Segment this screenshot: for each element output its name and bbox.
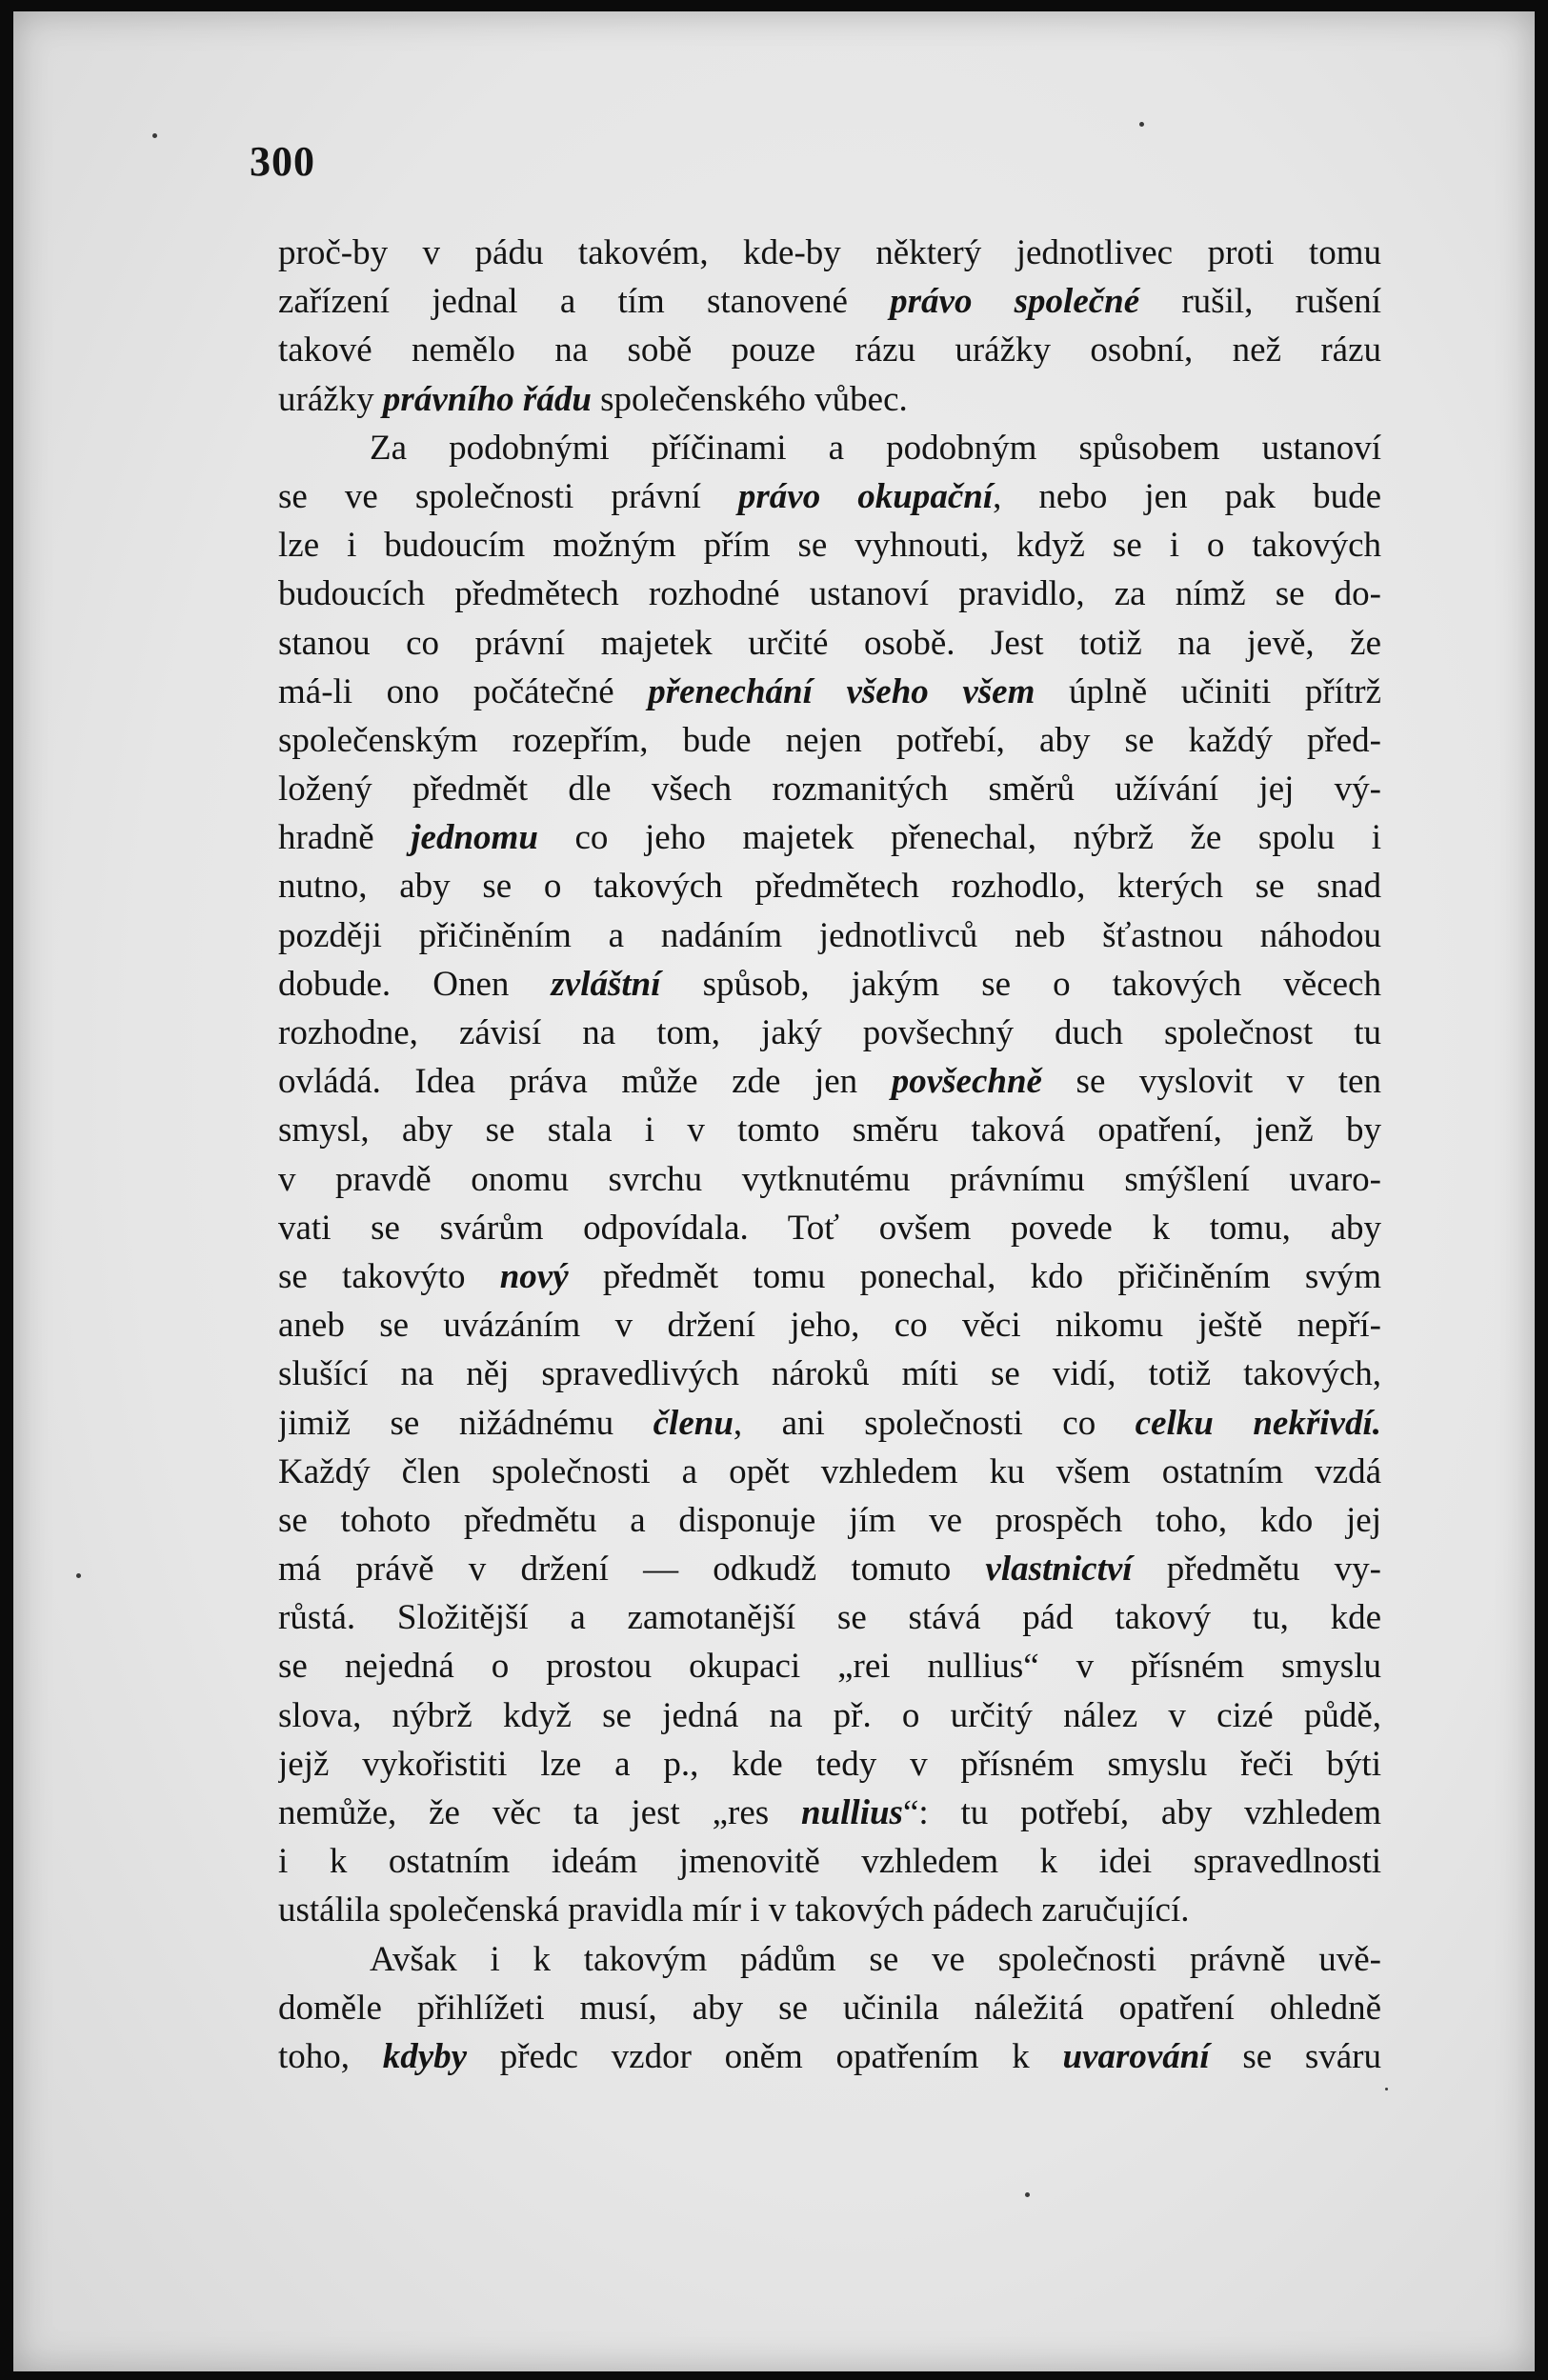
text-run: se ve společnosti právní bbox=[278, 476, 738, 516]
text-line bbox=[278, 1935, 1381, 1984]
text-run: aneb se uvázáním v držení jeho, co věci nikomu ještě nepří- bbox=[278, 1306, 1381, 1346]
text-line bbox=[278, 619, 1381, 668]
text-line bbox=[278, 1642, 1381, 1690]
text-run: společenským rozepřím, bude nejen potřebí, aby se každý před- bbox=[278, 720, 1381, 760]
text-run: Avšak i k takovým pádům se ve společnosti právně uvě- bbox=[370, 1939, 1381, 1979]
text-line bbox=[278, 229, 1381, 277]
text-run: , ani společnosti co bbox=[733, 1403, 1136, 1443]
text-run: v pravdě onomu svrchu vytknutému právnímu smýšlení uvaro- bbox=[278, 1159, 1381, 1199]
text-run: slova, nýbrž když se jedná na př. o určitý nález v cizé půdě, bbox=[278, 1695, 1381, 1735]
text-run: toho, bbox=[278, 2036, 383, 2076]
text-run: jejž vykořistiti lze a p., kde tedy v přísném smyslu řeči býti bbox=[278, 1744, 1381, 1784]
text-line bbox=[278, 1252, 1381, 1301]
text-run: vati se svárům odpovídala. Toť ovšem povede k tomu, aby bbox=[278, 1208, 1381, 1248]
text-line bbox=[278, 326, 1381, 374]
text-run: i k ostatním ideám jmenovitě vzhledem k idei spravedlnosti bbox=[278, 1842, 1381, 1882]
text-line bbox=[278, 1301, 1381, 1350]
text-line bbox=[278, 911, 1381, 960]
text-run: jimiž se nižádnému bbox=[278, 1403, 653, 1443]
text-line bbox=[278, 1496, 1381, 1545]
emphasized-text: celku nekřivdí. bbox=[1135, 1403, 1381, 1443]
text-run: stanou co právní majetek určité osobě. Jest totiž na jevě, že bbox=[278, 623, 1381, 663]
emphasized-text: povšechně bbox=[891, 1062, 1042, 1102]
text-run: ovládá. Idea práva může zde jen bbox=[278, 1062, 892, 1102]
emphasized-text: právo okupační bbox=[737, 476, 994, 516]
text-line bbox=[278, 1740, 1381, 1789]
text-line bbox=[278, 1009, 1381, 1057]
text-line bbox=[278, 277, 1381, 326]
text-run: zařízení jednal a tím stanovené bbox=[278, 282, 891, 322]
text-run: se nejedná o prostou okupaci „rei nullius“ v přísném smyslu bbox=[278, 1647, 1381, 1687]
print-speck bbox=[152, 133, 157, 138]
text-run: dobude. Onen bbox=[278, 964, 552, 1004]
text-line bbox=[278, 570, 1381, 618]
text-run: předc vzdor oněm opatřením k bbox=[467, 2036, 1063, 2076]
text-run: rušil, rušení bbox=[1139, 282, 1381, 322]
emphasized-text: vlastnictví bbox=[985, 1550, 1133, 1590]
emphasized-text: jednomu bbox=[411, 818, 538, 858]
print-speck bbox=[1139, 122, 1144, 127]
book-page bbox=[13, 11, 1535, 2371]
body-text bbox=[278, 229, 1381, 2081]
text-run: má-li ono počátečné bbox=[278, 671, 649, 711]
text-line bbox=[278, 375, 1381, 424]
text-run: nutno, aby se o takových předmětech rozhodlo, kterých se snad bbox=[278, 867, 1381, 907]
emphasized-text: kdyby bbox=[382, 2036, 468, 2076]
text-run: doměle přihlížeti musí, aby se učinila náležitá opatření ohledně bbox=[278, 1988, 1381, 2028]
text-line bbox=[278, 521, 1381, 570]
print-speck bbox=[1025, 2192, 1030, 2197]
text-line bbox=[278, 1837, 1381, 1886]
text-line bbox=[278, 765, 1381, 813]
emphasized-text: členu bbox=[653, 1403, 734, 1443]
text-line bbox=[278, 1984, 1381, 2032]
text-run: Za podobnými příčinami a podobným spůsobem ustanoví bbox=[370, 428, 1381, 468]
page-number: 300 bbox=[250, 138, 315, 185]
emphasized-text: nullius bbox=[800, 1793, 903, 1832]
text-line bbox=[278, 716, 1381, 765]
text-run: Každý člen společnosti a opět vzhledem ku všem ostatním vzdá bbox=[278, 1451, 1381, 1491]
text-run: růstá. Složitější a zamotanější se stává pád takový tu, kde bbox=[278, 1598, 1381, 1638]
text-run: , nebo jen pak bude bbox=[993, 476, 1381, 516]
text-line bbox=[278, 1448, 1381, 1496]
text-run: co jeho majetek přenechal, nýbrž že spolu i bbox=[537, 818, 1381, 858]
text-line bbox=[278, 668, 1381, 716]
text-line bbox=[278, 1399, 1381, 1448]
text-run: předmětu vy- bbox=[1132, 1550, 1381, 1590]
text-run: lze i budoucím možným přím se vyhnouti, když se i o takových bbox=[278, 526, 1381, 566]
text-run: spůsob, jakým se o takových věcech bbox=[660, 964, 1381, 1004]
text-run: předmět tomu ponechal, kdo přičiněním svým bbox=[568, 1256, 1381, 1296]
text-line bbox=[278, 1106, 1381, 1154]
text-run: se tohoto předmětu a disponuje jím ve prospěch toho, kdo jej bbox=[278, 1500, 1381, 1540]
text-line bbox=[278, 1691, 1381, 1740]
text-run: později přičiněním a nadáním jednotlivců neb šťastnou náhodou bbox=[278, 915, 1381, 955]
emphasized-text: uvarování bbox=[1062, 2036, 1210, 2076]
text-line bbox=[278, 472, 1381, 521]
text-run: společenského vůbec. bbox=[591, 379, 908, 419]
text-line bbox=[278, 1057, 1381, 1106]
text-run: smysl, aby se stala i v tomto směru taková opatření, jenž by bbox=[278, 1110, 1381, 1150]
text-line bbox=[278, 862, 1381, 910]
emphasized-text: nový bbox=[499, 1256, 569, 1296]
text-line bbox=[278, 1350, 1381, 1398]
text-run: ložený předmět dle všech rozmanitých směrů užívání jej vý- bbox=[278, 770, 1381, 810]
text-line bbox=[278, 1155, 1381, 1204]
text-line bbox=[278, 960, 1381, 1009]
text-run: “: tu potřebí, aby vzhledem bbox=[902, 1793, 1381, 1832]
text-line bbox=[278, 1204, 1381, 1252]
text-line bbox=[278, 2032, 1381, 2081]
text-run: nemůže, že věc ta jest „res bbox=[278, 1793, 801, 1832]
text-run: budoucích předmětech rozhodné ustanoví pravidlo, za nímž se do- bbox=[278, 574, 1381, 614]
text-line bbox=[278, 1593, 1381, 1642]
text-run: se takovýto bbox=[278, 1256, 500, 1296]
text-run: proč-by v pádu takovém, kde-by některý jednotlivec proti tomu bbox=[278, 233, 1381, 272]
text-run: úplně učiniti přítrž bbox=[1035, 671, 1381, 711]
text-run: se sváru bbox=[1209, 2036, 1381, 2076]
text-line bbox=[278, 813, 1381, 862]
text-line bbox=[278, 1886, 1381, 1934]
text-line bbox=[278, 1545, 1381, 1593]
emphasized-text: přenechání všeho všem bbox=[648, 671, 1035, 711]
text-run: takové nemělo na sobě pouze rázu urážky osobní, než rázu bbox=[278, 330, 1381, 370]
text-run: má právě v držení — odkudž tomuto bbox=[278, 1550, 986, 1590]
text-run: slušící na něj spravedlivých nároků míti se vidí, totiž takových, bbox=[278, 1354, 1381, 1394]
text-run: rozhodne, závisí na tom, jaký povšechný duch společnost tu bbox=[278, 1013, 1381, 1052]
text-run: ustálila společenská pravidla mír i v takových pádech zaručující. bbox=[278, 1890, 1190, 1930]
text-run: se vyslovit v ten bbox=[1041, 1062, 1381, 1102]
text-run: urážky bbox=[278, 379, 383, 419]
text-line bbox=[278, 1789, 1381, 1837]
emphasized-text: právního řádu bbox=[382, 379, 592, 419]
text-run: hradně bbox=[278, 818, 412, 858]
print-speck bbox=[1385, 2088, 1388, 2090]
print-speck bbox=[76, 1573, 81, 1578]
emphasized-text: právo společné bbox=[890, 282, 1140, 322]
text-line bbox=[278, 424, 1381, 472]
emphasized-text: zvláštní bbox=[551, 964, 661, 1004]
